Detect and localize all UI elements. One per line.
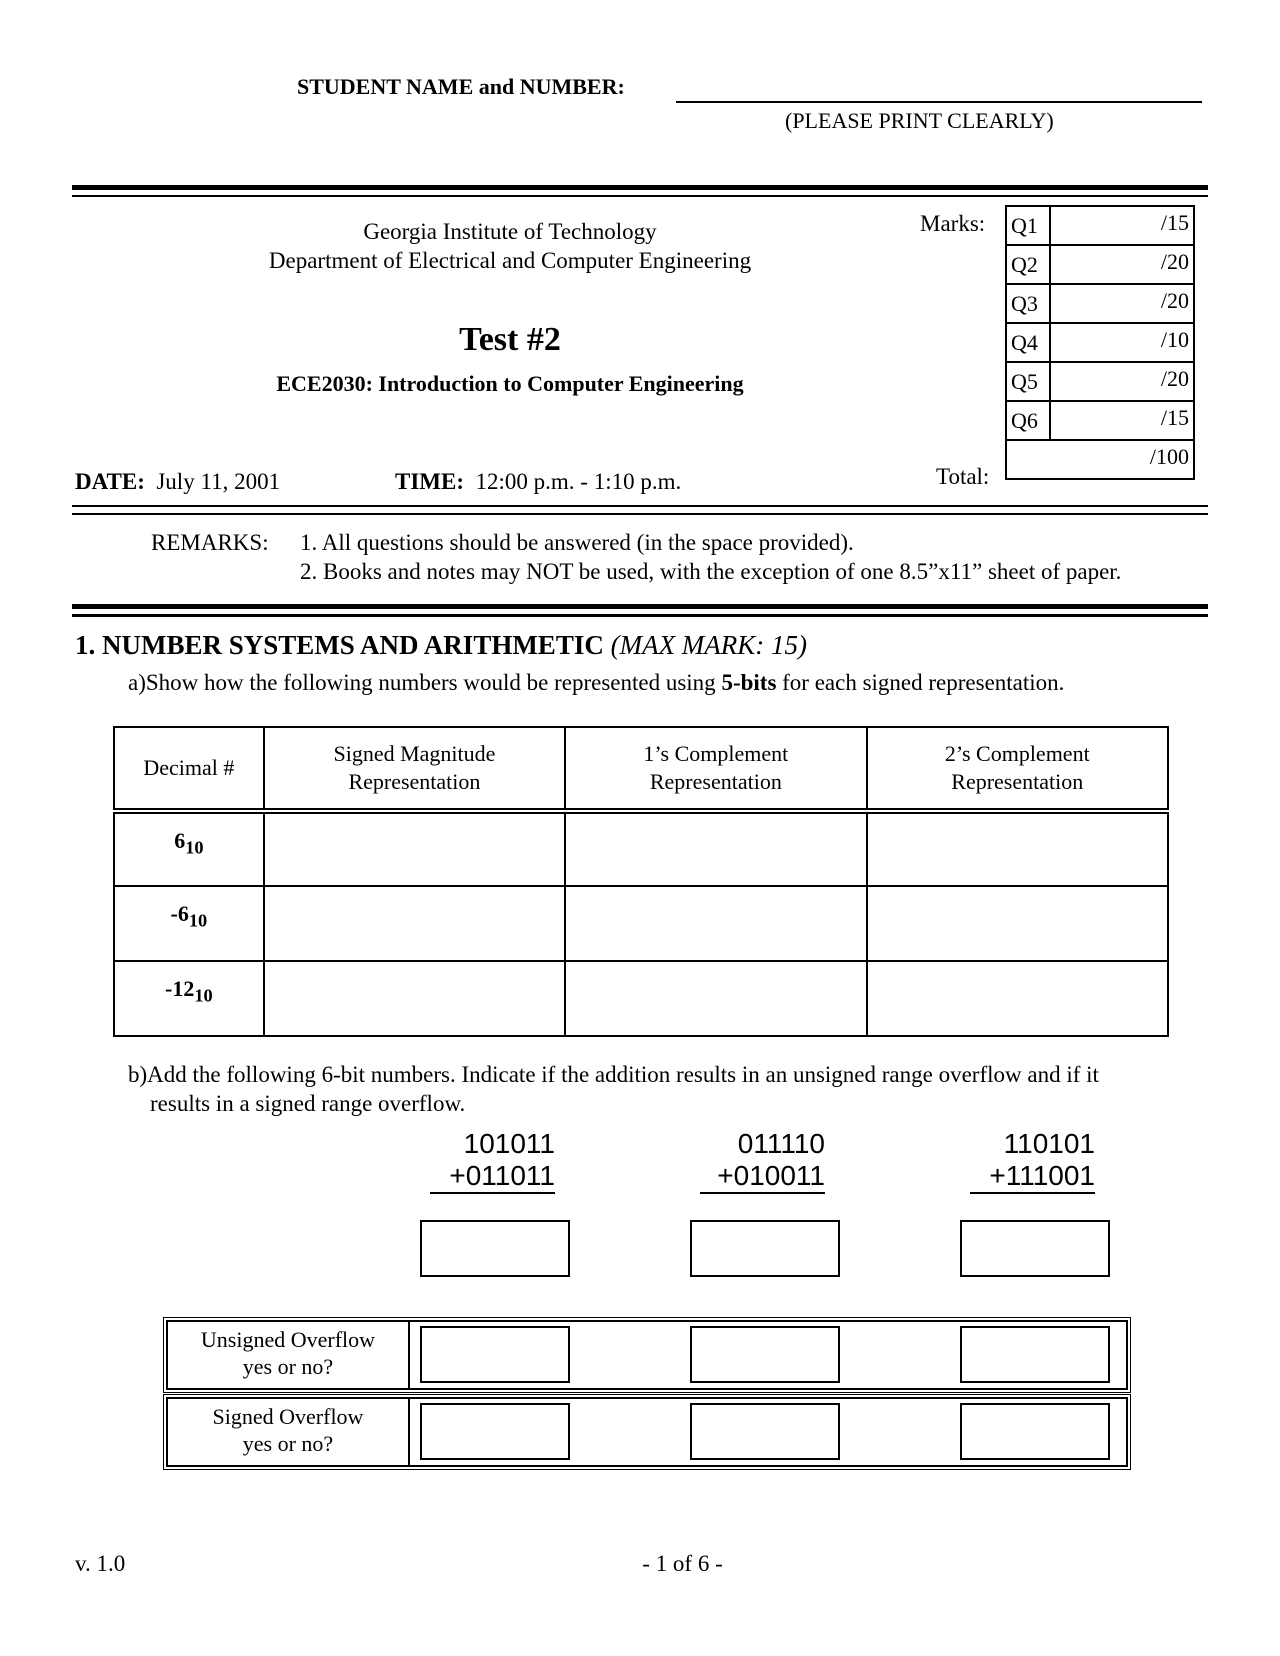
marks-question: Q4 [1006, 323, 1050, 362]
part-b-line2: results in a signed range overflow. [150, 1091, 466, 1116]
answer-cell[interactable] [867, 961, 1168, 1036]
marks-question: Q3 [1006, 284, 1050, 323]
marks-total-row [1006, 440, 1194, 479]
page-number: - 1 of 6 - [642, 1551, 723, 1576]
decimal-cell [114, 811, 264, 886]
marks-question: Q1 [1006, 206, 1050, 245]
part-b-line1: Add the following 6-bit numbers. Indicate if the addition results in an unsigned range overflow and if it [147, 1062, 1099, 1087]
sum-line [700, 1192, 825, 1194]
marks-row [1006, 206, 1194, 245]
decimal-subscript: 10 [188, 910, 208, 931]
decimal-cell [114, 961, 264, 1036]
sum-answer-box[interactable] [690, 1220, 840, 1277]
answer-cell[interactable] [565, 961, 866, 1036]
student-name-line[interactable] [676, 101, 1202, 103]
answer-cell[interactable] [867, 811, 1168, 886]
answer-cell[interactable] [565, 886, 866, 961]
addend-top: 110101 [1003, 1128, 1095, 1159]
question-number: 1. [75, 630, 96, 660]
unsigned-overflow-line: yes or no? [242, 1354, 334, 1379]
overflow-divider [408, 1399, 410, 1465]
signed-overflow-answer[interactable] [690, 1403, 840, 1460]
table-row [114, 886, 1168, 961]
date-line [75, 469, 280, 495]
department-name: Department of Electrical and Computer Engineering [268, 248, 752, 273]
addend-bottom: +111001 [989, 1160, 1095, 1191]
answer-cell[interactable] [565, 811, 866, 886]
time-value: 12:00 p.m. - 1:10 p.m. [475, 469, 682, 494]
unsigned-overflow-answer[interactable] [960, 1326, 1110, 1383]
overflow-divider [408, 1322, 410, 1388]
part-b-label: b) [128, 1062, 148, 1087]
marks-total[interactable]: /100 [1006, 440, 1194, 479]
table-row [114, 811, 1168, 886]
decimal-subscript: 10 [194, 985, 213, 1006]
marks-max[interactable]: /15 [1050, 206, 1194, 245]
signed-overflow-line: yes or no? [242, 1431, 334, 1456]
addend-top: 101011 [463, 1128, 555, 1159]
answer-cell[interactable] [264, 961, 565, 1036]
addend-bottom: +011011 [449, 1160, 555, 1191]
header-line: Representation [348, 769, 481, 794]
question-heading [75, 630, 807, 661]
header-line: Signed Magnitude [333, 741, 496, 766]
sum-answer-box[interactable] [420, 1220, 570, 1277]
marks-label: Marks: [920, 211, 986, 236]
signed-overflow-answer[interactable] [960, 1403, 1110, 1460]
part-a-text-bold: 5-bits [721, 670, 777, 695]
header-decimal-text: Decimal # [143, 755, 235, 780]
marks-max[interactable]: /15 [1050, 401, 1194, 440]
version-label: v. 1.0 [75, 1551, 126, 1576]
marks-table [1005, 205, 1195, 480]
marks-max[interactable]: /20 [1050, 245, 1194, 284]
answer-cell[interactable] [264, 886, 565, 961]
signed-overflow-answer[interactable] [420, 1403, 570, 1460]
part-a-text-after: for each signed representation. [776, 670, 1065, 695]
marks-question: Q5 [1006, 362, 1050, 401]
header-signed-magnitude [264, 727, 565, 811]
student-name-label: STUDENT NAME and NUMBER: [297, 74, 625, 99]
print-clearly-note: (PLEASE PRINT CLEARLY) [785, 108, 1054, 133]
addition-problem [430, 1128, 555, 1194]
top-rule-thin [72, 195, 1208, 197]
unsigned-overflow-line: Unsigned Overflow [200, 1327, 376, 1352]
part-a-text [128, 670, 1064, 696]
answer-cell[interactable] [867, 886, 1168, 961]
total-label: Total: [936, 464, 990, 489]
header-line: 2’s Complement [944, 741, 1090, 766]
date-value: July 11, 2001 [156, 469, 281, 494]
header-line: Representation [951, 769, 1084, 794]
question-title: NUMBER SYSTEMS AND ARITHMETIC [102, 630, 604, 660]
marks-max[interactable]: /10 [1050, 323, 1194, 362]
marks-row [1006, 323, 1194, 362]
unsigned-overflow-label [168, 1326, 408, 1380]
header-ones-complement [565, 727, 866, 811]
decimal-cell [114, 886, 264, 961]
representation-table [113, 726, 1169, 1037]
school-name: Georgia Institute of Technology [363, 219, 657, 244]
section-rule-thin [72, 614, 1208, 617]
marks-max[interactable]: /20 [1050, 362, 1194, 401]
header-twos-complement [867, 727, 1168, 811]
section-rule-thick [72, 604, 1208, 609]
part-a-text-before: Show how the following numbers would be represented using [145, 670, 722, 695]
remarks-label: REMARKS: [151, 530, 269, 555]
remark-item: 2. Books and notes may NOT be used, with the exception of one 8.5”x11” sheet of paper. [300, 559, 1122, 584]
header-decimal [114, 727, 264, 811]
header-line: Representation [649, 769, 782, 794]
sum-line [430, 1192, 555, 1194]
addition-problem [700, 1128, 825, 1194]
addend-bottom: +010011 [717, 1160, 825, 1191]
mid-rule-top [72, 505, 1208, 507]
sum-answer-box[interactable] [960, 1220, 1110, 1277]
time-label: TIME: [395, 469, 464, 494]
marks-row [1006, 401, 1194, 440]
decimal-base: -6 [170, 901, 189, 926]
marks-row [1006, 284, 1194, 323]
table-row [114, 961, 1168, 1036]
test-title: Test #2 [459, 321, 561, 358]
decimal-base: 6 [174, 828, 186, 853]
marks-row [1006, 362, 1194, 401]
addition-problem [970, 1128, 1095, 1194]
marks-question: Q2 [1006, 245, 1050, 284]
decimal-subscript: 10 [185, 837, 204, 858]
signed-overflow-line: Signed Overflow [212, 1404, 364, 1429]
answer-cell[interactable] [264, 811, 565, 886]
course-name: ECE2030: Introduction to Computer Engineering [276, 371, 744, 396]
sum-line [970, 1192, 1095, 1194]
question-max-mark: (MAX MARK: 15) [610, 630, 808, 660]
unsigned-overflow-answer[interactable] [420, 1326, 570, 1383]
remark-item: 1. All questions should be answered (in the space provided). [300, 530, 854, 555]
marks-row [1006, 245, 1194, 284]
marks-question: Q6 [1006, 401, 1050, 440]
top-rule-thick [72, 185, 1208, 190]
part-b-text [128, 1060, 1208, 1118]
table-header-row [114, 727, 1168, 811]
time-line [395, 469, 681, 495]
date-label: DATE: [75, 469, 145, 494]
unsigned-overflow-answer[interactable] [690, 1326, 840, 1383]
mid-rule-bottom [72, 513, 1208, 515]
part-a-label: a) [128, 670, 146, 695]
header-line: 1’s Complement [643, 741, 789, 766]
signed-overflow-label [168, 1403, 408, 1457]
decimal-base: -12 [165, 976, 195, 1001]
addend-top: 011110 [737, 1128, 825, 1159]
marks-max[interactable]: /20 [1050, 284, 1194, 323]
